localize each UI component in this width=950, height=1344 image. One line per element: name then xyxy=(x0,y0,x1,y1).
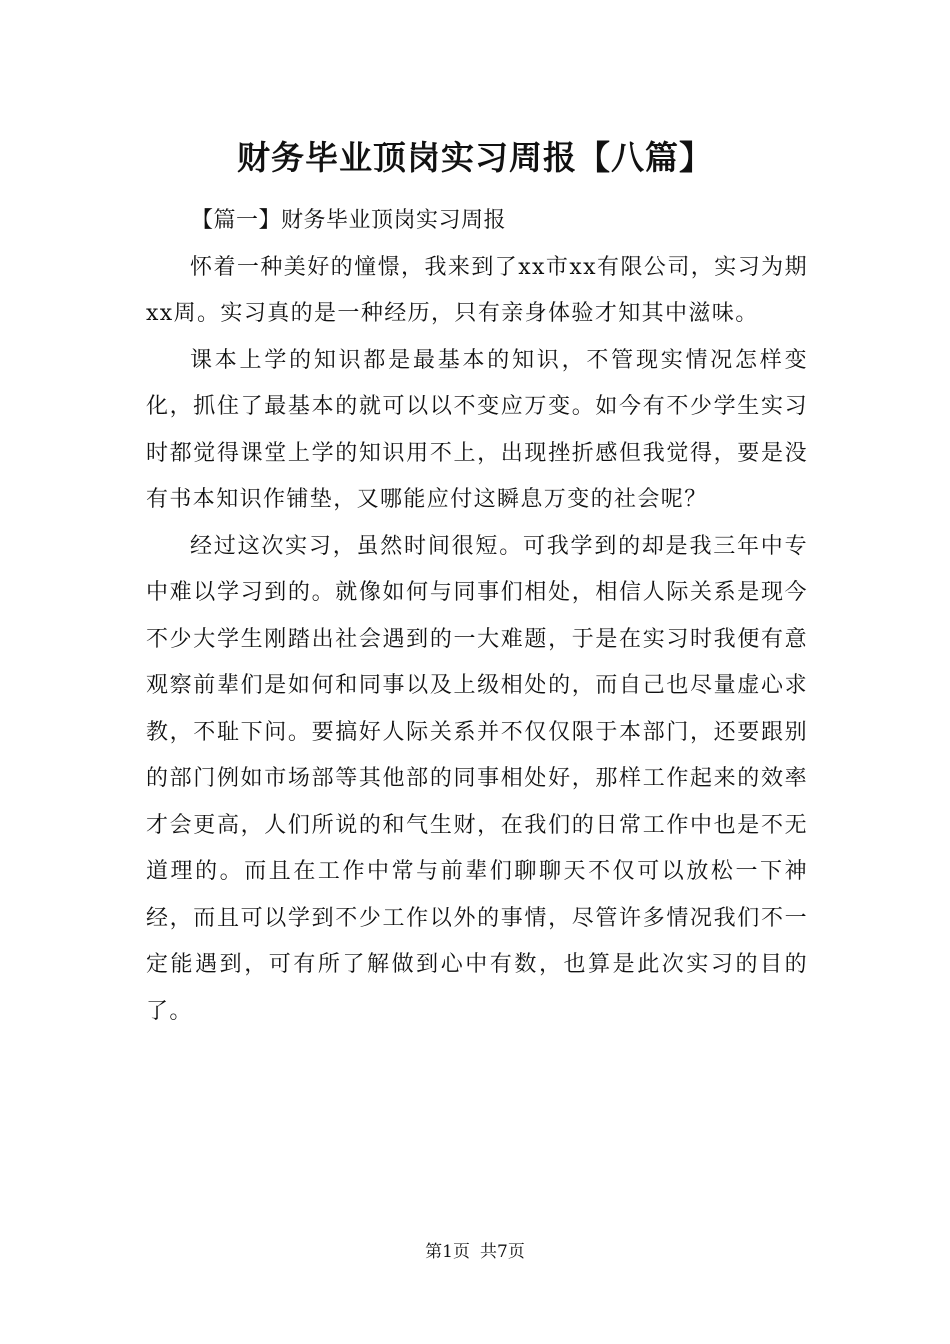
document-body xyxy=(146,198,808,1035)
paragraph: 怀着一种美好的憧憬，我来到了xx市xx有限公司，实习为期xx周。实习真的是一种经历，只有亲身体验才知其中滋味。 xyxy=(146,254,808,326)
page-footer xyxy=(0,1240,950,1264)
document-title: 财务毕业顶岗实习周报【八篇】 xyxy=(237,138,713,177)
page-number: 第1页 xyxy=(425,1242,470,1262)
paragraph: 经过这次实习，虽然时间很短。可我学到的却是我三年中专中难以学习到的。就像如何与同事们相处，相信人际关系是现今不少大学生刚踏出社会遇到的一大难题，于是在实习时我便有意观察前辈们是如何和同事以及上级相处的，而自己也尽量虚心求教，不耻下问。要搞好人际关系并不仅仅限于本部门，还要跟别的部门例如市场部等其他部的同事相处好，那样工作起来的效率才会更高，人们所说的和气生财，在我们的日常工作中也是不无道理的。而且在工作中常与前辈们聊聊天不仅可以放松一下神经，而且可以学到不少工作以外的事情，尽管许多情况我们不一定能遇到，可有所了解做到心中有数，也算是此次实习的目的了。 xyxy=(146,533,808,1024)
paragraph: 课本上学的知识都是最基本的知识，不管现实情况怎样变化，抓住了最基本的就可以以不变应万变。如今有不少学生实习时都觉得课堂上学的知识用不上，出现挫折感但我觉得，要是没有书本知识作铺垫，又哪能应付这瞬息万变的社会呢？ xyxy=(146,347,808,512)
section-heading: 【篇一】财务毕业顶岗实习周报 xyxy=(191,208,507,233)
page-total: 共7页 xyxy=(480,1242,525,1262)
